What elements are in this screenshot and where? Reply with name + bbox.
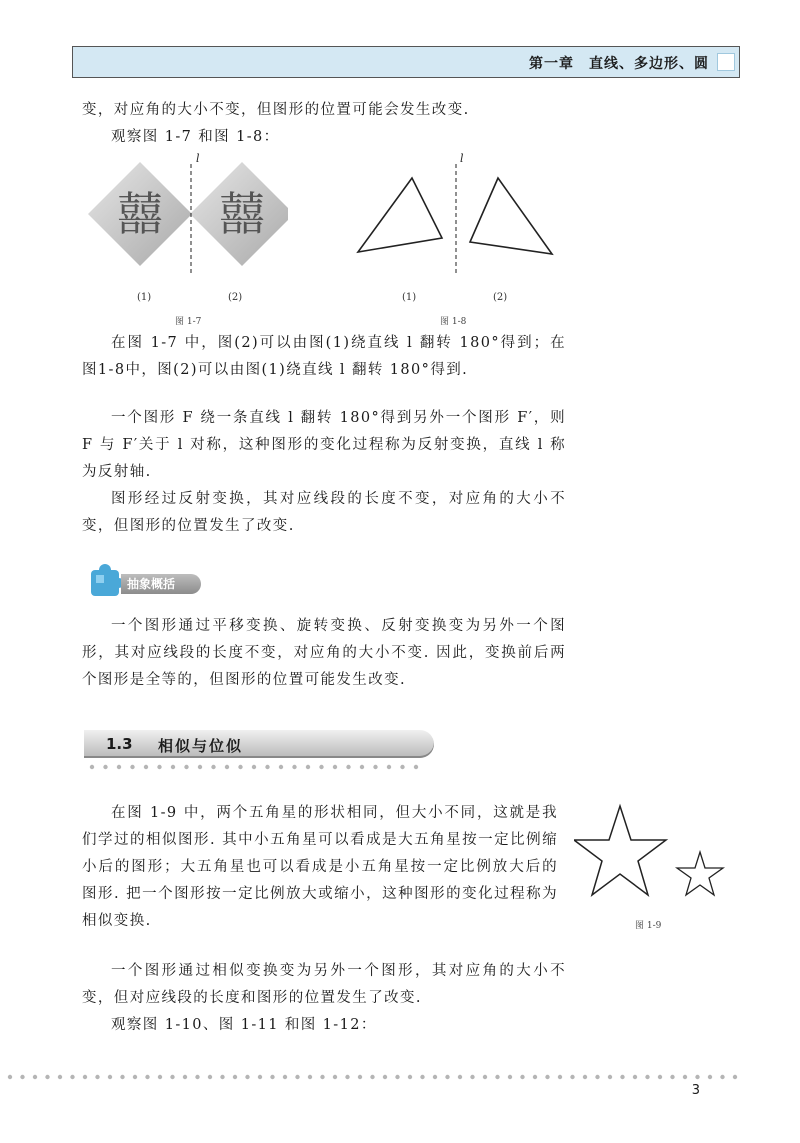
rule-dot (408, 1075, 412, 1079)
rule-dot (183, 1075, 187, 1079)
rule-dot (45, 1075, 49, 1079)
page-number: 3 (691, 1083, 700, 1098)
small-star (677, 852, 723, 895)
figure-1-8 (352, 150, 572, 290)
rule-dot (683, 1075, 687, 1079)
rule-dot (708, 1075, 712, 1079)
rule-dot (103, 765, 107, 769)
rule-dot (258, 1075, 262, 1079)
rule-dot (295, 1075, 299, 1079)
fig9-caption: 图 1-9 (635, 921, 662, 931)
large-star (574, 806, 666, 895)
rule-dot (145, 1075, 149, 1079)
badge-label: 抽象概括 (121, 574, 201, 594)
rule-dot (520, 1075, 524, 1079)
rule-dot (370, 1075, 374, 1079)
rule-dot (265, 765, 269, 769)
chapter-header (72, 46, 740, 78)
paragraph-7: 在图 1-9 中，两个五角星的形状相同，但大小不同，这就是我们学过的相似图形. 其中小五角星可以看成是大五角星按一定比例缩小后的图形；大五角星也可以看成是小五角星按一定比例放大后的图形. 把一个图形按一定比例放大或缩小，这种图形的变化过程称为相似变换. (82, 805, 558, 929)
rule-dot (570, 1075, 574, 1079)
section-dotted-rule (88, 763, 438, 771)
rule-dot (319, 765, 323, 769)
rule-dot (658, 1075, 662, 1079)
rule-dot (195, 1075, 199, 1079)
fig8-sub2: (2) (493, 292, 508, 303)
rule-dot (360, 765, 364, 769)
rule-dot (8, 1075, 12, 1079)
section-title: 相似与位似 (158, 737, 244, 755)
rule-dot (733, 1075, 737, 1079)
rule-dot (373, 765, 377, 769)
rule-dot (220, 1075, 224, 1079)
rule-dot (470, 1075, 474, 1079)
fig7-caption: 图 1-7 (175, 317, 202, 327)
rule-dot (558, 1075, 562, 1079)
rule-dot (308, 1075, 312, 1079)
rule-dot (670, 1075, 674, 1079)
rule-dot (171, 765, 175, 769)
fig7-sub2: (2) (228, 292, 243, 303)
rule-dot (645, 1075, 649, 1079)
rule-dot (608, 1075, 612, 1079)
paragraph-3: 在图 1-7 中，图(2)可以由图(1)绕直线 l 翻转 180°得到；在图1-8中，图(2)可以由图(1)绕直线 l 翻转 180°得到. (82, 335, 566, 378)
rule-dot (225, 765, 229, 769)
rule-dot (252, 765, 256, 769)
figure-1-9 (574, 800, 734, 910)
rule-dot (358, 1075, 362, 1079)
rule-dot (233, 1075, 237, 1079)
fig8-sub1: (1) (402, 292, 417, 303)
paragraph-2: 观察图 1-7 和图 1-8： (111, 129, 280, 145)
rule-dot (95, 1075, 99, 1079)
double-happiness-right: 囍 (219, 187, 265, 241)
rule-dot (70, 1075, 74, 1079)
rule-dot (414, 765, 418, 769)
rule-dot (433, 1075, 437, 1079)
rule-dot (157, 765, 161, 769)
chapter-title: 第一章 直线、多边形、圆 (529, 56, 709, 72)
paragraph-9: 观察图 1-10、图 1-11 和图 1-12： (111, 1017, 377, 1033)
rule-dot (211, 765, 215, 769)
rule-dot (279, 765, 283, 769)
rule-dot (583, 1075, 587, 1079)
rule-dot (33, 1075, 37, 1079)
paragraph-8: 一个图形通过相似变换变为另外一个图形，其对应角的大小不变，但对应线段的长度和图形的位置发生了改变. (82, 963, 566, 1006)
rule-dot (445, 1075, 449, 1079)
rule-dot (158, 1075, 162, 1079)
rule-dot (170, 1075, 174, 1079)
axis-label-l: l (196, 152, 200, 165)
rule-dot (483, 1075, 487, 1079)
rule-dot (83, 1075, 87, 1079)
rule-dot (320, 1075, 324, 1079)
rule-dot (720, 1075, 724, 1079)
axis-label-l: l (460, 152, 464, 165)
rule-dot (58, 1075, 62, 1079)
rule-dot (117, 765, 121, 769)
fig7-sub1: (1) (137, 292, 152, 303)
rule-dot (198, 765, 202, 769)
section-number: 1.3 (106, 735, 133, 753)
rule-dot (90, 765, 94, 769)
rule-dot (346, 765, 350, 769)
rule-dot (545, 1075, 549, 1079)
header-corner-box (717, 53, 735, 71)
abstract-summary-badge (85, 562, 200, 600)
rule-dot (238, 765, 242, 769)
section-header (84, 730, 434, 758)
rule-dot (333, 765, 337, 769)
paragraph-6: 一个图形通过平移变换、旋转变换、反射变换变为另外一个图形，其对应线段的长度不变，对应角的大小不变. 因此，变换前后两个图形是全等的，但图形的位置可能发生改变. (82, 618, 566, 688)
rule-dot (270, 1075, 274, 1079)
rule-dot (108, 1075, 112, 1079)
rule-dot (595, 1075, 599, 1079)
rule-dot (184, 765, 188, 769)
figure-1-7 (88, 150, 288, 320)
rule-dot (306, 765, 310, 769)
rule-dot (283, 1075, 287, 1079)
rule-dot (387, 765, 391, 769)
rule-dot (292, 765, 296, 769)
rule-dot (420, 1075, 424, 1079)
triangle-right (470, 178, 552, 254)
rule-dot (533, 1075, 537, 1079)
rule-dot (133, 1075, 137, 1079)
rule-dot (130, 765, 134, 769)
fig8-caption: 图 1-8 (440, 317, 467, 327)
rule-dot (144, 765, 148, 769)
rule-dot (458, 1075, 462, 1079)
paragraph-4: 一个图形 F 绕一条直线 l 翻转 180°得到另外一个图形 F′，则 F 与 F′关于 l 对称，这种图形的变化过程称为反射变换，直线 l 称为反射轴. (82, 410, 566, 480)
rule-dot (345, 1075, 349, 1079)
rule-dot (245, 1075, 249, 1079)
paragraph-5: 图形经过反射变换，其对应线段的长度不变，对应角的大小不变，但图形的位置发生了改变. (82, 491, 566, 534)
rule-dot (400, 765, 404, 769)
rule-dot (695, 1075, 699, 1079)
rule-dot (333, 1075, 337, 1079)
rule-dot (495, 1075, 499, 1079)
rule-dot (395, 1075, 399, 1079)
double-happiness-left: 囍 (117, 187, 163, 241)
rule-dot (633, 1075, 637, 1079)
rule-dot (620, 1075, 624, 1079)
triangle-left (358, 178, 442, 252)
footer-dotted-rule (0, 1073, 800, 1081)
rule-dot (508, 1075, 512, 1079)
rule-dot (120, 1075, 124, 1079)
rule-dot (208, 1075, 212, 1079)
rule-dot (383, 1075, 387, 1079)
paragraph-1: 变，对应角的大小不变，但图形的位置可能会发生改变. (82, 102, 470, 118)
rule-dot (20, 1075, 24, 1079)
